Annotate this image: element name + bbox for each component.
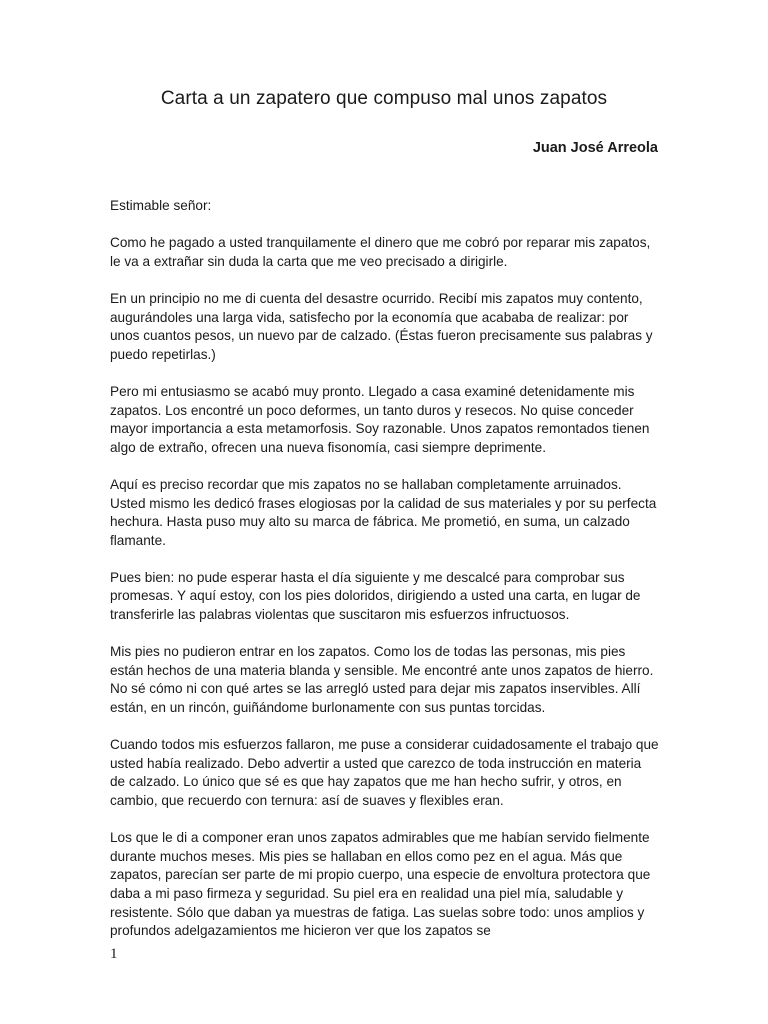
paragraph: Mis pies no pudieron entrar en los zapatos. Como los de todas las personas, mis pies están hechos de una materia blanda y sensible. Me encontré ante unos zapatos de hierro. No sé cómo ni con qué artes se las arregló usted para dejar mis zapatos inservibles. Allí están, en un rincón, guiñándome burlonamente con sus puntas torcidas. (110, 644, 654, 716)
paragraph: Pero mi entusiasmo se acabó muy pronto. Llegado a casa examiné detenidamente mis zapatos. Los encontré un poco deformes, un tanto duros y resecos. No quise conceder mayor importancia a esta metamorfosis. Soy razonable. Unos zapatos remontados tienen algo de extraño, ofrecen una nueva fisonomía, casi siempre deprimente. (110, 383, 650, 455)
paragraph: Los que le di a componer eran unos zapatos admirables que me habían servido fielmente durante muchos meses. Mis pies se hallaban en ellos como pez en el agua. Más que zapatos, parecían ser parte de mi propio cuerpo, una especie de envoltura protectora que daba a mi paso firmeza y seguridad. Su piel era en realidad una piel mía, saludable y resistente. Sólo que daban ya muestras de fatiga. Las suelas sobre todo: unos amplios y profundos adelgazamientos me hicieron ver que los zapatos se (110, 830, 651, 939)
page-number: 1 (110, 946, 118, 962)
paragraph: En un principio no me di cuenta del desastre ocurrido. Recibí mis zapatos muy contento, augurándoles una larga vida, satisfecho por la economía que acababa de realizar: por unos cuantos pesos, un nuevo par de calzado. (Éstas fueron precisamente sus palabras y puedo repetirlas.) (110, 290, 653, 362)
paragraph: Cuando todos mis esfuerzos fallaron, me puse a considerar cuidadosamente el trabajo que usted había realizado. Debo advertir a usted que carezco de toda instrucción en materia de calzado. Lo único que sé es que hay zapatos que me han hecho sufrir, y otros, en cambio, que recuerdo con ternura: así de suaves y flexibles eran. (110, 737, 659, 808)
document-title: Carta a un zapatero que compuso mal unos zapatos (160, 88, 608, 109)
paragraph: Como he pagado a usted tranquilamente el dinero que me cobró por reparar mis zapatos, le va a extrañar sin duda la carta que me veo precisado a dirigirle. (110, 235, 651, 269)
paragraph: Pues bien: no pude esperar hasta el día siguiente y me descalcé para comprobar sus promesas. Y aquí estoy, con los pies doloridos, dirigiendo a usted una carta, en lugar de transferirle las palabras violentas que suscitaron mis esfuerzos infructuosos. (110, 569, 641, 623)
paragraph: Aquí es preciso recordar que mis zapatos no se hallaban completamente arruinados. Usted mismo les dedicó frases elogiosas por la calidad de sus materiales y por su perfecta hechura. Hasta puso muy alto su marca de fábrica. Me prometió, en suma, un calzado flamante. (110, 476, 657, 548)
letter-body (110, 197, 660, 959)
document-author: Juan José Arreola (532, 140, 658, 156)
salutation: Estimable señor: (110, 198, 212, 213)
